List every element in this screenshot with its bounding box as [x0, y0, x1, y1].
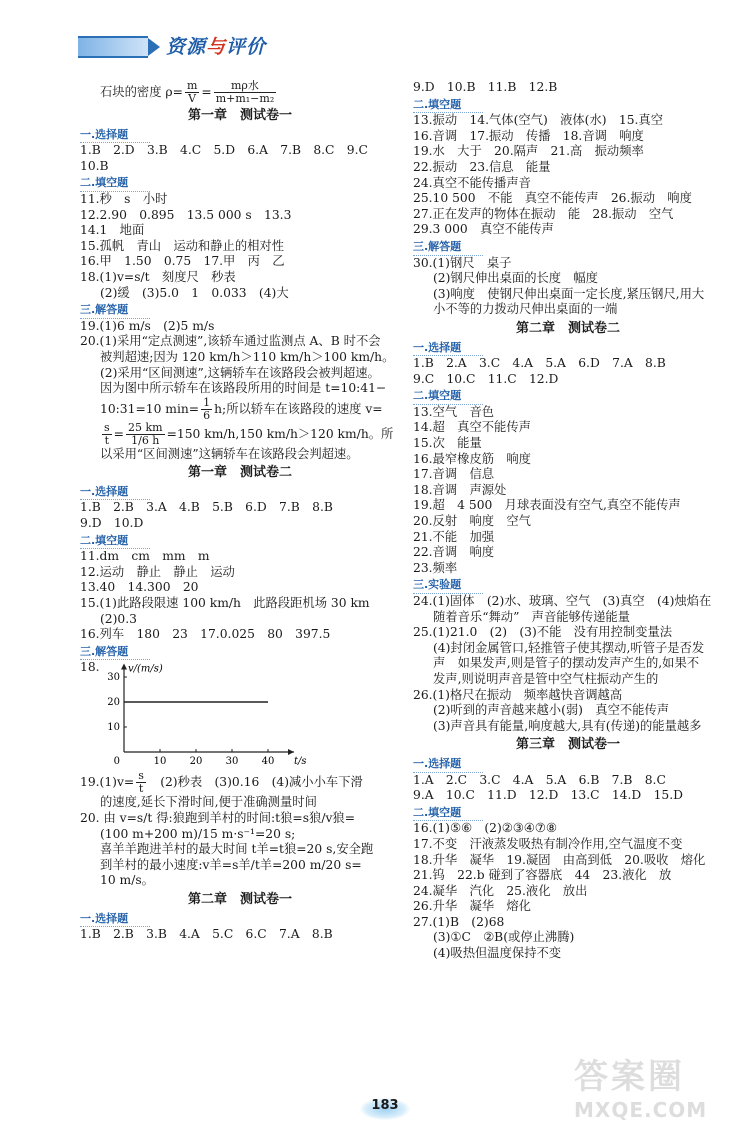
answer-line: 20. 由 v=s/t 得:狼跑到羊村的时间:t狼=s狼/v狼= [80, 811, 356, 825]
section-heading: 三.解答题 [413, 239, 483, 256]
answer-line: 19.水 大于 20.隔声 21.高 振动频率 [413, 144, 644, 159]
answer-line: 25.(1)21.0 (2) (3)不能 没有用控制变量法 [413, 625, 673, 640]
answer-line: 15.孤帆 青山 运动和静止的相对性 [80, 238, 285, 253]
answer-line: (2)钢尺伸出桌面的长度 幅度 [433, 271, 598, 286]
text-span: =150 km/h,150 km/h＞120 km/h。所 [166, 426, 394, 441]
answer-line: 16.列车 180 23 17.0.025 80 397.5 [80, 627, 331, 642]
answer-line: (3)响度 使钢尺伸出桌面一定长度,紧压钢尺,用大 [433, 286, 705, 301]
header-arrow-icon [148, 38, 160, 56]
x-axis-label: t/s [294, 756, 307, 768]
x-tick-label: 20 [189, 756, 203, 768]
answer-line-with-fraction [80, 422, 400, 447]
answer-line: 13.空气 音色 [413, 404, 495, 419]
answer-line: 20.反射 响度 空气 [413, 514, 531, 529]
frac-den: t [104, 433, 110, 447]
x-tick-label: 10 [153, 756, 167, 768]
answer-line: 11.dm cm mm m [80, 549, 210, 564]
answer-line: 18.(1)v=s/t 刻度尺 秒表 [80, 269, 236, 284]
answer-line: 15.(1)此路段限速 100 km/h 此路段距机场 30 km [80, 596, 370, 611]
answer-line: 9.D 10.D [80, 516, 144, 531]
answer-line: 17.不变 汗液蒸发吸热有制冷作用,空气温度不变 [413, 836, 683, 851]
header-title-part2: 评价 [226, 36, 267, 58]
frac-den: 6 [203, 408, 211, 422]
density-formula [80, 80, 400, 105]
answer-line: 24.真空不能传播声音 [413, 175, 531, 190]
y-tick-label: 20 [107, 697, 120, 709]
answer-line: 因为图中所示轿车在该路段所用的时间是 t=10:41− [100, 381, 387, 396]
frac-den: m+m₁−m₂ [215, 92, 275, 105]
answer-line: 9.C 10.C 11.C 12.D [413, 371, 559, 386]
answer-line: 的速度,延长下滑时间,便于准确测量时间 [100, 795, 317, 810]
answer-line: 19.超 4 500 月球表面没有空气,真空不能传声 [413, 498, 681, 513]
section-heading: 二.填空题 [80, 533, 150, 550]
answer-line: 1.B 2.D 3.B 4.C 5.D 6.A 7.B 8.C 9.C [80, 143, 368, 158]
section-heading: 二.填空题 [413, 805, 483, 822]
answer-line: 16.音调 17.振动 传播 18.音调 响度 [413, 128, 644, 143]
answer-line: 小不等的力拨动尺伸出桌面的一端 [433, 302, 618, 317]
text-span: 10:31=10 min= [100, 401, 200, 416]
answer-line: 声 如果发声,则是管子的摆动发声产生的,如果不 [433, 656, 700, 671]
answer-line: 喜羊羊跑进羊村的最大时间 t羊=t狼=20 s,安全跑 [100, 842, 374, 857]
answer-line: 被判超速;因为 120 km/h＞110 km/h＞100 km/h。 [100, 349, 395, 364]
chapter-heading: 第一章 测试卷二 [187, 465, 292, 481]
answer-line: 23.频率 [413, 560, 458, 575]
answer-line: 以采用“区间测速”这辆轿车在该路段会判超速。 [100, 446, 359, 461]
answer-line: 13.振动 14.气体(空气) 液体(水) 15.真空 [413, 113, 664, 128]
answer-line: 1.B 2.B 3.B 4.A 5.C 6.C 7.A 8.B [80, 927, 333, 942]
answer-line: (3)①C ②B(或停止沸腾) [433, 930, 575, 945]
answer-line: 26.升华 凝华 熔化 [413, 899, 531, 914]
y-axis-arrow [121, 664, 127, 670]
text-span: 19.(1)v= [80, 775, 135, 790]
answer-line: (2)0.3 [100, 611, 137, 626]
y-tick-label: 10 [107, 722, 120, 734]
frac-den: 1/6 h [131, 433, 160, 447]
answer-line: 24.凝华 汽化 25.液化 放出 [413, 883, 588, 898]
text-span: (2)秒表 (3)0.16 (4)减小小车下滑 [147, 775, 363, 790]
answer-line: 22.振动 23.信息 能量 [413, 159, 551, 174]
answer-line: 22.音调 响度 [413, 545, 495, 560]
answer-line: 11.秒 s 小时 [80, 191, 168, 206]
answer-line: 16.(1)⑤⑥ (2)②③④⑦⑧ [413, 821, 557, 836]
header-title [166, 32, 266, 59]
section-heading: 三.解答题 [80, 302, 150, 319]
y-axis-label: v/(m/s) [128, 663, 163, 675]
watermark [574, 1049, 734, 1122]
section-heading: 三.解答题 [80, 644, 150, 661]
answer-line: 14.超 真空不能传声 [413, 420, 531, 435]
chart-row [80, 660, 400, 770]
watermark-logo: 答案圈 [574, 1057, 685, 1097]
answer-line: 18.升华 凝华 19.凝固 由高到低 20.吸收 熔化 [413, 852, 706, 867]
velocity-time-chart [102, 660, 307, 770]
answer-line: 9.D 10.B 11.B 12.B [413, 80, 558, 94]
answer-line: 21.钨 22.b 碰到了容器底 44 23.液化 放 [413, 868, 672, 883]
answer-line: 12.运动 静止 静止 运动 [80, 564, 235, 579]
answer-line: 发声,则说明声音是管中空气柱振动产生的 [433, 671, 659, 686]
fraction [136, 770, 146, 795]
answer-line: 到羊村的最小速度:v羊=s羊/t羊=200 m/20 s= [100, 857, 362, 872]
answer-line: (3)声音具有能量,响度越大,具有(传递)的能量越多 [433, 718, 702, 733]
section-heading: 二.填空题 [413, 388, 483, 405]
x-tick-label: 30 [225, 756, 239, 768]
frac-num: mρ水 [214, 80, 277, 93]
answer-line: (2)听到的声音越来越小(弱) 真空不能传声 [433, 703, 670, 718]
answer-line: 27.正在发声的物体在振动 能 28.振动 空气 [413, 206, 674, 221]
answer-line: 26.(1)格尺在振动 频率越快音调越高 [413, 687, 623, 702]
equals-sign: = [201, 85, 212, 99]
section-heading: 一.选择题 [80, 127, 150, 144]
density-fraction-1 [185, 80, 199, 105]
answer-line: 14.1 地面 [80, 223, 145, 238]
page-number: 183 [360, 1098, 410, 1120]
answer-line: (4)吸热但温度保持不变 [433, 946, 562, 961]
frac-num: 1 [203, 395, 211, 409]
right-column [413, 80, 723, 962]
origin-label: 0 [113, 756, 120, 768]
answer-line: 16.最窄橡皮筋 响度 [413, 451, 531, 466]
watermark-url: MXQE.COM [574, 1098, 708, 1122]
chapter-heading: 第三章 测试卷一 [515, 737, 620, 753]
chapter-heading: 第二章 测试卷一 [187, 891, 292, 907]
equals-sign: = [113, 426, 124, 441]
answer-line: 30.(1)钢尺 桌子 [413, 255, 512, 270]
frac-den: V [188, 92, 197, 105]
answer-line: 随着音乐“舞动” 声音能够传递能量 [433, 609, 631, 624]
section-heading: 二.填空题 [413, 97, 483, 114]
answer-line: (2)采用“区间测速”,这辆轿车在该路段会被判超速。 [100, 365, 380, 380]
header-title-part1: 资源 [166, 36, 207, 58]
section-heading: 一.选择题 [413, 756, 483, 773]
density-prefix: 石块的密度 ρ= [100, 85, 183, 99]
section-heading: 二.填空题 [80, 175, 150, 192]
answer-line: 19.(1)6 m/s (2)5 m/s [80, 318, 215, 333]
section-heading: 一.选择题 [413, 340, 483, 357]
answer-line: 21.不能 加强 [413, 529, 495, 544]
header-title-amp: 与 [206, 36, 227, 58]
section-heading: 一.选择题 [80, 911, 150, 928]
fraction [201, 397, 212, 422]
text-span: h;所以轿车在该路段的速度 v= [214, 401, 383, 416]
answer-line: 1.B 2.B 3.A 4.B 5.B 6.D 7.B 8.B [80, 500, 333, 515]
answer-line: (100 m+200 m)/15 m·s⁻¹=20 s; [100, 826, 296, 841]
answer-line: 10 m/s。 [100, 873, 154, 888]
density-fraction-2 [214, 80, 277, 105]
fraction [126, 422, 165, 447]
chapter-heading: 第二章 测试卷二 [515, 320, 620, 336]
answer-line: 17.音调 信息 [413, 467, 495, 482]
answer-line: 24.(1)固体 (2)水、玻璃、空气 (3)真空 (4)烛焰在 [413, 594, 712, 608]
frac-den: t [138, 782, 144, 796]
answer-line: (4)封闭金属管口,轻推管子使其摆动,听管子是否发 [433, 640, 705, 655]
header-decoration-bar [78, 36, 148, 58]
question-number: 18. [80, 660, 100, 675]
answer-line: 1.B 2.A 3.C 4.A 5.A 6.D 7.A 8.B [413, 356, 666, 371]
section-heading: 三.实验题 [413, 577, 483, 594]
answer-line: 1.A 2.C 3.C 4.A 5.A 6.B 7.B 8.C [413, 772, 666, 787]
answer-line: (2)缓 (3)5.0 1 0.033 (4)大 [100, 285, 289, 300]
chapter-heading: 第一章 测试卷一 [187, 108, 292, 123]
answer-line: 29.3 000 真空不能传声 [413, 222, 554, 237]
x-axis-arrow [288, 749, 294, 755]
fraction [102, 422, 112, 447]
section-heading: 一.选择题 [80, 484, 150, 501]
answer-line-with-fraction [80, 770, 400, 795]
answer-line: 10.B [80, 158, 109, 173]
frac-num: 25 km [127, 420, 163, 434]
answer-line: 20.(1)采用“定点测速”,该轿车通过监测点 A、B 时不会 [80, 334, 381, 349]
answer-line: 13.40 14.300 20 [80, 580, 199, 595]
answer-line: 25.10 500 不能 真空不能传声 26.振动 响度 [413, 191, 692, 206]
answer-line: 12.2.90 0.895 13.5 000 s 13.3 [80, 207, 292, 222]
answer-line-with-fraction [80, 397, 400, 422]
answer-line: 27.(1)B (2)68 [413, 914, 505, 929]
answer-line: 18.音调 声源处 [413, 482, 507, 497]
page-header [78, 30, 308, 60]
frac-num: s [138, 769, 144, 783]
x-tick-label: 40 [261, 756, 275, 768]
frac-num: s [104, 420, 110, 434]
answer-line: 16.甲 1.50 0.75 17.甲 丙 乙 [80, 254, 285, 269]
frac-num: m [186, 79, 198, 92]
answer-line: 15.次 能量 [413, 436, 482, 451]
answer-line: 9.A 10.C 11.D 12.D 13.C 14.D 15.D [413, 788, 683, 803]
left-column [80, 80, 400, 943]
y-tick-label: 30 [107, 672, 120, 684]
